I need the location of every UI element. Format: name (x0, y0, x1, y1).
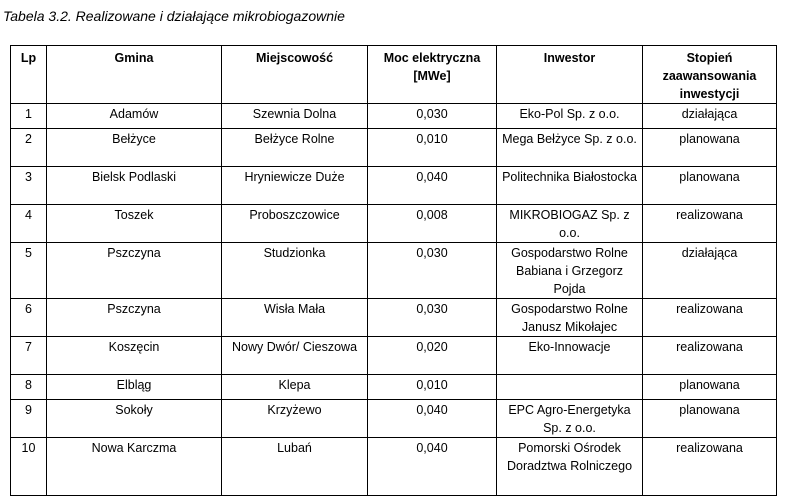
cell-stopien: działająca (643, 243, 777, 299)
cell-inwestor: MIKROBIOGAZ Sp. z o.o. (497, 205, 643, 243)
cell-lp: 5 (11, 243, 47, 299)
table-row (11, 243, 777, 299)
cell-stopien: planowana (643, 129, 777, 167)
header-lp: Lp (11, 46, 47, 104)
cell-gmina: Elbląg (47, 375, 222, 400)
table-caption: Tabela 3.2. Realizowane i działające mikrobiogazownie (3, 8, 345, 24)
header-stopien: Stopień zaawansowania inwestycji (643, 46, 777, 104)
cell-lp: 2 (11, 129, 47, 167)
cell-stopien: działająca (643, 104, 777, 129)
cell-inwestor: EPC Agro-Energetyka Sp. z o.o. (497, 400, 643, 438)
cell-miejscowosc: Nowy Dwór/ Cieszowa (222, 337, 368, 375)
table-row (11, 205, 777, 243)
cell-miejscowosc: Studzionka (222, 243, 368, 299)
header-inwestor: Inwestor (497, 46, 643, 104)
cell-moc: 0,010 (368, 375, 497, 400)
cell-stopien: realizowana (643, 337, 777, 375)
cell-stopien: realizowana (643, 299, 777, 337)
cell-gmina: Pszczyna (47, 243, 222, 299)
header-moc: Moc elektryczna [MWe] (368, 46, 497, 104)
cell-gmina: Toszek (47, 205, 222, 243)
cell-lp: 1 (11, 104, 47, 129)
cell-lp: 6 (11, 299, 47, 337)
cell-lp: 4 (11, 205, 47, 243)
cell-gmina: Bełżyce (47, 129, 222, 167)
cell-miejscowosc: Lubań (222, 438, 368, 496)
cell-gmina: Nowa Karczma (47, 438, 222, 496)
cell-miejscowosc: Wisła Mała (222, 299, 368, 337)
cell-gmina: Sokoły (47, 400, 222, 438)
cell-gmina: Bielsk Podlaski (47, 167, 222, 205)
table-row (11, 104, 777, 129)
cell-lp: 9 (11, 400, 47, 438)
cell-lp: 3 (11, 167, 47, 205)
cell-inwestor: Gospodarstwo Rolne Janusz Mikołajec (497, 299, 643, 337)
cell-inwestor: Pomorski Ośrodek Doradztwa Rolniczego (497, 438, 643, 496)
cell-inwestor: Gospodarstwo Rolne Babiana i Grzegorz Pojda (497, 243, 643, 299)
cell-lp: 7 (11, 337, 47, 375)
cell-stopien: realizowana (643, 438, 777, 496)
cell-lp: 8 (11, 375, 47, 400)
header-gmina: Gmina (47, 46, 222, 104)
biogas-plants-table (10, 45, 777, 496)
cell-miejscowosc: Klepa (222, 375, 368, 400)
cell-moc: 0,040 (368, 400, 497, 438)
cell-lp: 10 (11, 438, 47, 496)
cell-moc: 0,030 (368, 299, 497, 337)
cell-moc: 0,040 (368, 167, 497, 205)
cell-stopien: realizowana (643, 205, 777, 243)
table-row (11, 129, 777, 167)
cell-miejscowosc: Proboszczowice (222, 205, 368, 243)
cell-gmina: Adamów (47, 104, 222, 129)
cell-stopien: planowana (643, 375, 777, 400)
table-row (11, 167, 777, 205)
cell-miejscowosc: Hryniewicze Duże (222, 167, 368, 205)
cell-inwestor (497, 375, 643, 400)
cell-gmina: Pszczyna (47, 299, 222, 337)
cell-stopien: planowana (643, 400, 777, 438)
cell-inwestor: Eko-Innowacje (497, 337, 643, 375)
table-row (11, 337, 777, 375)
cell-moc: 0,008 (368, 205, 497, 243)
cell-miejscowosc: Bełżyce Rolne (222, 129, 368, 167)
cell-moc: 0,030 (368, 243, 497, 299)
cell-moc: 0,030 (368, 104, 497, 129)
header-miejscowosc: Miejscowość (222, 46, 368, 104)
table-row (11, 375, 777, 400)
cell-moc: 0,010 (368, 129, 497, 167)
cell-moc: 0,040 (368, 438, 497, 496)
cell-moc: 0,020 (368, 337, 497, 375)
table-row (11, 299, 777, 337)
cell-miejscowosc: Szewnia Dolna (222, 104, 368, 129)
cell-gmina: Koszęcin (47, 337, 222, 375)
table-header-row (11, 46, 777, 104)
cell-miejscowosc: Krzyżewo (222, 400, 368, 438)
table-row (11, 400, 777, 438)
cell-inwestor: Politechnika Białostocka (497, 167, 643, 205)
cell-inwestor: Eko-Pol Sp. z o.o. (497, 104, 643, 129)
table-row (11, 438, 777, 496)
cell-stopien: planowana (643, 167, 777, 205)
cell-inwestor: Mega Bełżyce Sp. z o.o. (497, 129, 643, 167)
